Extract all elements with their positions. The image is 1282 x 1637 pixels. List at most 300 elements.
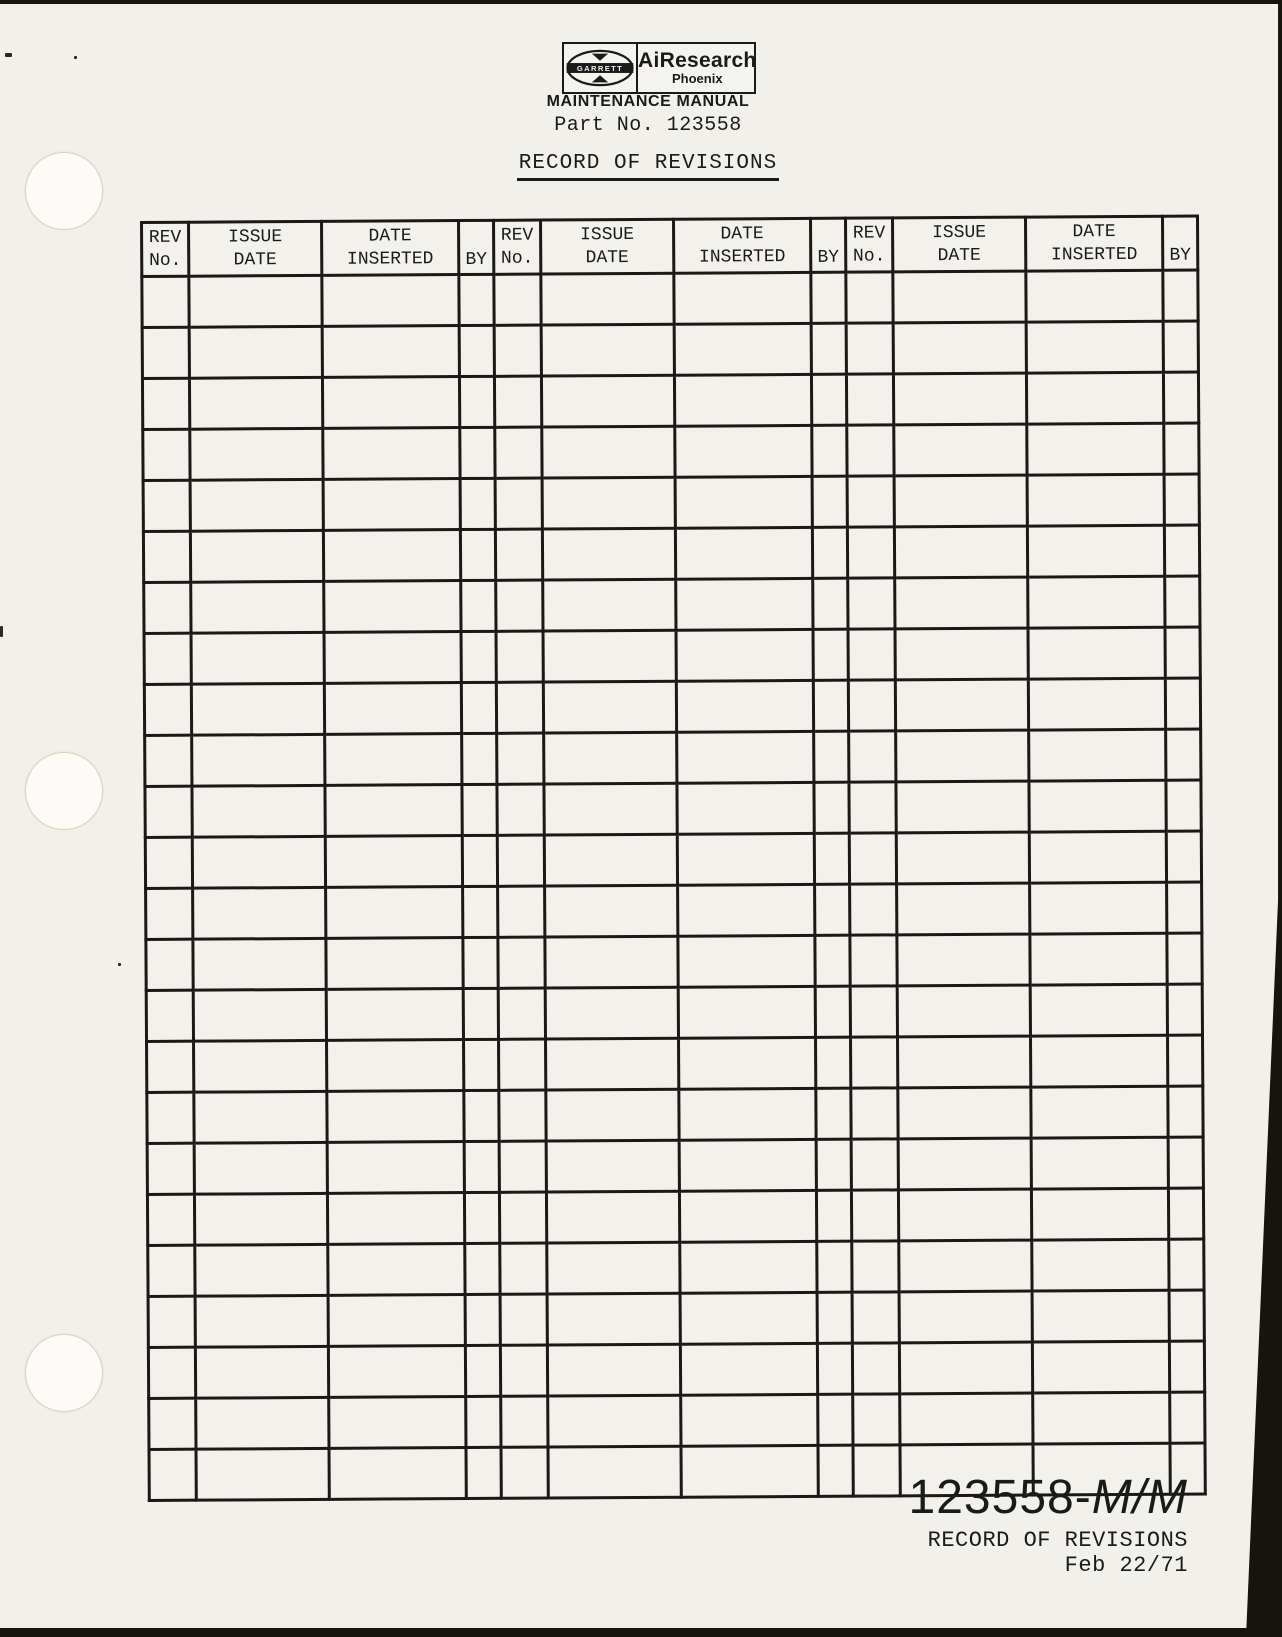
table-cell bbox=[851, 1139, 898, 1190]
table-cell bbox=[847, 527, 894, 578]
table-cell bbox=[1164, 525, 1199, 576]
scan-edge-top bbox=[0, 0, 1282, 4]
table-cell bbox=[548, 1395, 681, 1447]
table-cell bbox=[1026, 321, 1163, 373]
table-cell bbox=[323, 428, 460, 480]
table-cell bbox=[195, 1295, 328, 1347]
table-cell bbox=[895, 577, 1028, 629]
garrett-logo-text: GARRETT bbox=[576, 64, 624, 74]
brand-name: AiResearch bbox=[638, 49, 757, 72]
table-cell bbox=[189, 377, 322, 429]
table-cell bbox=[459, 325, 494, 376]
table-cell bbox=[850, 935, 897, 986]
table-cell bbox=[897, 883, 1030, 935]
table-row bbox=[146, 882, 1202, 939]
table-cell bbox=[145, 837, 192, 888]
table-cell bbox=[192, 734, 325, 786]
table-cell bbox=[1169, 1239, 1204, 1290]
table-header-row bbox=[142, 216, 1198, 276]
table-cell bbox=[675, 425, 812, 477]
table-cell bbox=[1163, 270, 1198, 321]
revision-table-body bbox=[142, 270, 1205, 1500]
table-cell bbox=[1028, 627, 1165, 679]
table-cell bbox=[899, 1342, 1032, 1394]
table-row bbox=[144, 576, 1200, 633]
table-cell bbox=[679, 1088, 816, 1140]
table-cell bbox=[676, 680, 813, 732]
table-cell bbox=[546, 1140, 679, 1192]
table-cell bbox=[1032, 1239, 1169, 1291]
revision-table bbox=[140, 215, 1207, 1502]
table-cell bbox=[853, 1445, 900, 1496]
table-row bbox=[148, 1239, 1204, 1296]
table-cell bbox=[1030, 882, 1167, 934]
table-cell bbox=[541, 273, 674, 325]
table-cell bbox=[1167, 984, 1202, 1035]
header-inserted-line2: INSERTED bbox=[346, 248, 434, 270]
table-cell bbox=[893, 271, 1026, 323]
table-cell bbox=[495, 427, 542, 478]
table-cell bbox=[324, 683, 461, 735]
table-cell bbox=[190, 428, 323, 480]
table-cell bbox=[1030, 1035, 1167, 1087]
punch-hole bbox=[25, 1334, 103, 1412]
table-cell bbox=[680, 1292, 817, 1344]
header-by: BY bbox=[459, 220, 494, 274]
table-cell bbox=[849, 833, 896, 884]
table-cell bbox=[461, 682, 496, 733]
table-cell bbox=[1031, 1188, 1168, 1240]
table-cell bbox=[1163, 321, 1198, 372]
table-cell bbox=[325, 734, 462, 786]
table-cell bbox=[464, 1039, 499, 1090]
page-title-wrap bbox=[0, 152, 1282, 181]
header-issue-line2: DATE bbox=[937, 245, 981, 266]
table-cell bbox=[1032, 1290, 1169, 1342]
table-cell bbox=[846, 323, 893, 374]
table-cell bbox=[674, 374, 811, 426]
table-cell bbox=[1168, 1188, 1203, 1239]
table-cell bbox=[899, 1291, 1032, 1343]
header-date-inserted bbox=[1025, 216, 1162, 271]
table-cell bbox=[322, 275, 459, 327]
table-cell bbox=[1029, 831, 1166, 883]
table-row bbox=[146, 933, 1202, 990]
table-cell bbox=[897, 934, 1030, 986]
header-issue-line1: ISSUE bbox=[580, 224, 635, 245]
table-cell bbox=[191, 683, 324, 735]
table-cell bbox=[142, 378, 189, 429]
header-rev-line2: No. bbox=[500, 248, 534, 269]
table-cell bbox=[895, 679, 1028, 731]
table-cell bbox=[848, 578, 895, 629]
page-title: RECORD OF REVISIONS bbox=[517, 152, 779, 181]
table-cell bbox=[542, 477, 675, 529]
table-row bbox=[148, 1341, 1204, 1398]
table-row bbox=[142, 372, 1198, 429]
table-cell bbox=[681, 1394, 818, 1446]
table-cell bbox=[546, 1038, 679, 1090]
table-row bbox=[147, 1086, 1203, 1143]
table-cell bbox=[1026, 270, 1163, 322]
table-cell bbox=[463, 937, 498, 988]
table-cell bbox=[192, 785, 325, 837]
table-cell bbox=[811, 374, 846, 425]
table-cell bbox=[465, 1243, 500, 1294]
table-cell bbox=[816, 1139, 851, 1190]
table-cell bbox=[1031, 1086, 1168, 1138]
header-rev-line2: No. bbox=[852, 245, 886, 267]
table-cell bbox=[495, 529, 542, 580]
table-cell bbox=[494, 274, 541, 325]
table-cell bbox=[544, 732, 677, 784]
table-cell bbox=[144, 684, 191, 735]
table-cell bbox=[813, 629, 848, 680]
table-row bbox=[147, 1188, 1203, 1245]
table-cell bbox=[1166, 831, 1201, 882]
header-inserted-line1: DATE bbox=[720, 223, 764, 244]
table-cell bbox=[500, 1243, 547, 1294]
header-issue-line1: ISSUE bbox=[932, 222, 987, 243]
table-cell bbox=[846, 374, 893, 425]
table-cell bbox=[499, 1192, 546, 1243]
table-cell bbox=[677, 731, 814, 783]
table-cell bbox=[494, 376, 541, 427]
table-cell bbox=[329, 1397, 466, 1449]
table-cell bbox=[548, 1446, 681, 1498]
table-cell bbox=[674, 323, 811, 375]
table-cell bbox=[678, 884, 815, 936]
table-cell bbox=[543, 579, 676, 631]
table-cell bbox=[852, 1241, 899, 1292]
table-cell bbox=[1165, 678, 1200, 729]
table-cell bbox=[812, 425, 847, 476]
table-cell bbox=[894, 475, 1027, 527]
table-cell bbox=[329, 1448, 466, 1500]
part-number: Part No. 123558 bbox=[554, 114, 742, 137]
table-cell bbox=[896, 832, 1029, 884]
table-cell bbox=[464, 1141, 499, 1192]
table-cell bbox=[895, 628, 1028, 680]
table-row bbox=[144, 678, 1200, 735]
table-cell bbox=[1029, 780, 1166, 832]
table-cell bbox=[498, 937, 545, 988]
table-row bbox=[147, 1035, 1203, 1092]
table-cell bbox=[494, 325, 541, 376]
table-row bbox=[144, 627, 1200, 684]
table-cell bbox=[849, 782, 896, 833]
table-cell bbox=[464, 1090, 499, 1141]
scan-speck bbox=[118, 963, 121, 966]
table-row bbox=[146, 984, 1202, 1041]
table-cell bbox=[466, 1447, 501, 1498]
table-cell bbox=[463, 988, 498, 1039]
table-cell bbox=[849, 731, 896, 782]
table-cell bbox=[546, 1191, 679, 1243]
table-cell bbox=[147, 1143, 194, 1194]
table-cell bbox=[496, 631, 543, 682]
table-cell bbox=[144, 633, 191, 684]
table-cell bbox=[816, 1190, 851, 1241]
table-cell bbox=[191, 581, 324, 633]
table-cell bbox=[462, 733, 497, 784]
table-cell bbox=[850, 884, 897, 935]
scan-speck bbox=[74, 56, 77, 59]
scan-speck bbox=[0, 626, 3, 637]
table-cell bbox=[1028, 678, 1165, 730]
garrett-oval-icon bbox=[564, 46, 636, 90]
table-row bbox=[143, 423, 1199, 480]
table-cell bbox=[1026, 372, 1163, 424]
header-by: BY bbox=[1162, 216, 1197, 270]
table-cell bbox=[1033, 1392, 1170, 1444]
table-cell bbox=[894, 526, 1027, 578]
table-cell bbox=[195, 1346, 328, 1398]
table-cell bbox=[322, 377, 459, 429]
table-cell bbox=[850, 1037, 897, 1088]
table-cell bbox=[676, 578, 813, 630]
table-cell bbox=[190, 479, 323, 531]
table-cell bbox=[851, 1088, 898, 1139]
table-cell bbox=[459, 274, 494, 325]
table-cell bbox=[851, 1190, 898, 1241]
table-row bbox=[143, 525, 1199, 582]
header-rev-no bbox=[845, 218, 892, 272]
table-cell bbox=[497, 835, 544, 886]
table-cell bbox=[328, 1244, 465, 1296]
punch-hole bbox=[25, 752, 103, 830]
table-cell bbox=[149, 1449, 196, 1500]
table-cell bbox=[195, 1244, 328, 1296]
table-cell bbox=[147, 1041, 194, 1092]
table-cell bbox=[1027, 474, 1164, 526]
table-cell bbox=[812, 527, 847, 578]
header-issue-line2: DATE bbox=[585, 247, 629, 268]
table-cell bbox=[1032, 1341, 1169, 1393]
table-cell bbox=[466, 1396, 501, 1447]
table-cell bbox=[544, 834, 677, 886]
table-cell bbox=[147, 1194, 194, 1245]
table-cell bbox=[327, 1040, 464, 1092]
table-cell bbox=[194, 1193, 327, 1245]
table-cell bbox=[545, 885, 678, 937]
table-cell bbox=[142, 276, 189, 327]
table-cell bbox=[848, 629, 895, 680]
table-cell bbox=[897, 1036, 1030, 1088]
table-cell bbox=[674, 272, 811, 324]
table-cell bbox=[460, 478, 495, 529]
table-cell bbox=[679, 1139, 816, 1191]
table-cell bbox=[194, 1142, 327, 1194]
table-cell bbox=[1028, 576, 1165, 628]
table-cell bbox=[815, 986, 850, 1037]
table-cell bbox=[1031, 1137, 1168, 1189]
footer-date: Feb 22/71 bbox=[1064, 1553, 1188, 1578]
table-cell bbox=[324, 581, 461, 633]
table-cell bbox=[327, 1142, 464, 1194]
table-cell bbox=[543, 681, 676, 733]
table-cell bbox=[678, 935, 815, 987]
table-cell bbox=[817, 1241, 852, 1292]
table-cell bbox=[142, 327, 189, 378]
table-cell bbox=[898, 1138, 1031, 1190]
table-cell bbox=[542, 528, 675, 580]
scan-speck bbox=[5, 53, 12, 57]
table-cell bbox=[193, 938, 326, 990]
table-cell bbox=[853, 1394, 900, 1445]
table-cell bbox=[194, 1040, 327, 1092]
table-row bbox=[145, 729, 1201, 786]
table-cell bbox=[143, 480, 190, 531]
table-cell bbox=[544, 783, 677, 835]
table-cell bbox=[1027, 423, 1164, 475]
header-inserted-line1: DATE bbox=[1072, 221, 1116, 242]
table-cell bbox=[813, 578, 848, 629]
header-issue-date bbox=[892, 217, 1025, 272]
manual-type-label: MAINTENANCE MANUAL bbox=[546, 93, 750, 110]
table-cell bbox=[847, 425, 894, 476]
table-cell bbox=[465, 1345, 500, 1396]
table-cell bbox=[189, 326, 322, 378]
table-cell bbox=[496, 682, 543, 733]
table-cell bbox=[1166, 729, 1201, 780]
table-cell bbox=[847, 476, 894, 527]
table-cell bbox=[1030, 984, 1167, 1036]
header-issue-line1: ISSUE bbox=[228, 226, 283, 247]
table-cell bbox=[143, 429, 190, 480]
table-cell bbox=[461, 580, 496, 631]
table-cell bbox=[1168, 1086, 1203, 1137]
table-cell bbox=[815, 1037, 850, 1088]
table-cell bbox=[460, 529, 495, 580]
table-cell bbox=[326, 989, 463, 1041]
table-cell bbox=[812, 476, 847, 527]
table-cell bbox=[893, 373, 1026, 425]
table-cell bbox=[547, 1242, 680, 1294]
table-cell bbox=[323, 530, 460, 582]
table-cell bbox=[501, 1396, 548, 1447]
table-cell bbox=[678, 986, 815, 1038]
table-cell bbox=[461, 631, 496, 682]
table-cell bbox=[146, 888, 193, 939]
header-issue-date bbox=[189, 221, 322, 276]
document-number-suffix: M/M bbox=[1091, 1471, 1188, 1524]
table-cell bbox=[460, 427, 495, 478]
table-cell bbox=[327, 1091, 464, 1143]
table-cell bbox=[462, 835, 497, 886]
table-cell bbox=[815, 884, 850, 935]
table-cell bbox=[546, 1089, 679, 1141]
table-cell bbox=[545, 936, 678, 988]
table-row bbox=[142, 270, 1198, 327]
table-cell bbox=[148, 1347, 195, 1398]
table-cell bbox=[811, 323, 846, 374]
table-cell bbox=[498, 988, 545, 1039]
table-cell bbox=[499, 1039, 546, 1090]
table-cell bbox=[322, 326, 459, 378]
table-cell bbox=[192, 836, 325, 888]
table-cell bbox=[193, 989, 326, 1041]
table-cell bbox=[323, 479, 460, 531]
table-cell bbox=[465, 1294, 500, 1345]
header-inserted-line2: INSERTED bbox=[698, 246, 786, 268]
brand-city: Phoenix bbox=[671, 71, 723, 86]
table-cell bbox=[817, 1292, 852, 1343]
table-cell bbox=[501, 1447, 548, 1498]
table-cell bbox=[145, 735, 192, 786]
table-cell bbox=[813, 680, 848, 731]
table-cell bbox=[679, 1190, 816, 1242]
table-cell bbox=[817, 1343, 852, 1394]
table-cell bbox=[818, 1394, 853, 1445]
footer-title: RECORD OF REVISIONS bbox=[927, 1528, 1188, 1553]
table-cell bbox=[327, 1193, 464, 1245]
table-cell bbox=[894, 424, 1027, 476]
table-cell bbox=[497, 733, 544, 784]
table-cell bbox=[143, 531, 190, 582]
table-cell bbox=[500, 1345, 547, 1396]
scan-edge-right bbox=[1246, 0, 1282, 1637]
header-by: BY bbox=[810, 218, 845, 272]
header-rev-line1: REV bbox=[852, 222, 886, 244]
table-cell bbox=[1170, 1392, 1205, 1443]
table-cell bbox=[900, 1393, 1033, 1445]
header-issue-line2: DATE bbox=[233, 249, 277, 270]
header-date-inserted bbox=[673, 218, 810, 273]
table-row bbox=[149, 1392, 1205, 1449]
table-cell bbox=[498, 886, 545, 937]
table-cell bbox=[547, 1344, 680, 1396]
table-cell bbox=[495, 478, 542, 529]
document-number-prefix: 123558- bbox=[908, 1471, 1092, 1524]
footer-block bbox=[909, 1472, 1188, 1578]
table-cell bbox=[190, 530, 323, 582]
table-cell bbox=[328, 1346, 465, 1398]
header-rev-line1: REV bbox=[148, 227, 182, 248]
header-inserted-line1: DATE bbox=[368, 225, 412, 247]
table-cell bbox=[1169, 1290, 1204, 1341]
table-cell bbox=[1167, 1035, 1202, 1086]
table-cell bbox=[196, 1448, 329, 1500]
table-cell bbox=[814, 782, 849, 833]
table-cell bbox=[464, 1192, 499, 1243]
document-number bbox=[909, 1472, 1188, 1524]
table-cell bbox=[815, 935, 850, 986]
table-cell bbox=[146, 990, 193, 1041]
table-cell bbox=[675, 476, 812, 528]
table-cell bbox=[852, 1343, 899, 1394]
table-cell bbox=[677, 833, 814, 885]
table-row bbox=[143, 474, 1199, 531]
table-cell bbox=[463, 886, 498, 937]
table-cell bbox=[324, 632, 461, 684]
table-row bbox=[145, 831, 1201, 888]
table-cell bbox=[543, 630, 676, 682]
scan-edge-bottom bbox=[0, 1628, 1282, 1637]
table-cell bbox=[811, 272, 846, 323]
table-cell bbox=[896, 730, 1029, 782]
table-cell bbox=[898, 1189, 1031, 1241]
company-logo bbox=[562, 42, 756, 94]
table-cell bbox=[816, 1088, 851, 1139]
table-cell bbox=[852, 1292, 899, 1343]
header-issue-date bbox=[541, 219, 674, 274]
table-cell bbox=[499, 1141, 546, 1192]
header-rev-no bbox=[142, 222, 189, 276]
table-cell bbox=[814, 833, 849, 884]
table-cell bbox=[1164, 423, 1199, 474]
table-cell bbox=[675, 527, 812, 579]
